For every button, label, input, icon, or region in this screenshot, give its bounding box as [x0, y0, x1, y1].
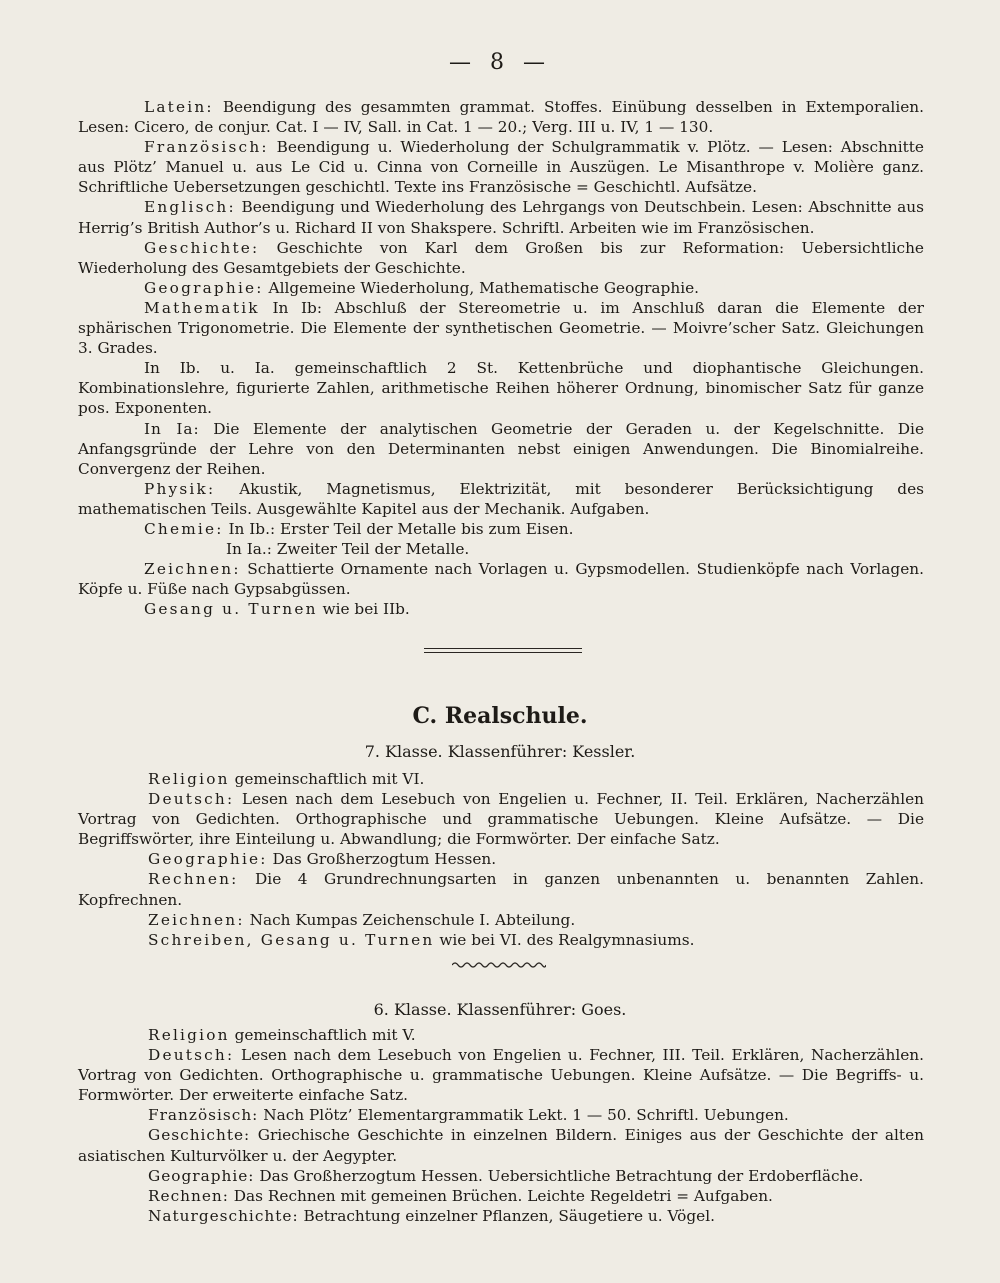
k6-geschichte: Geschichte: Griechische Geschichte in einzelnen Bildern. Einiges aus der Geschichte der alten asiatischen Kulturvölker u. der Aegypter. [78, 1126, 924, 1165]
paragraph-mathematik-ia: In Ia: Die Elemente der analytischen Geometrie der Geraden u. der Kegelschnitte. Die Anfangsgründe der Lehre von den Determinanten nebst einigen Anwendungen. Die Binomialreihe. Convergenz der Reihen. [78, 419, 924, 478]
k6-geographie: Geographie: Das Großherzogtum Hessen. Uebersichtliche Betrachtung der Erdoberfläche. [148, 1166, 864, 1185]
gymnasium-curriculum [78, 97, 924, 619]
paragraph-physik: Physik: Akustik, Magnetismus, Elektrizität, mit besonderer Berücksichtigung des mathematischen Teils. Ausgewählte Kapitel aus der Mechanik. Aufgaben. [78, 479, 924, 518]
page-number: — 8 — [449, 50, 551, 75]
paragraph-zeichnen: Zeichnen: Schattierte Ornamente nach Vorlagen u. Gypsmodellen. Studienköpfe nach Vorlagen. Köpfe u. Füße nach Gypsabgüssen. [78, 560, 924, 599]
k6-naturgeschichte: Naturgeschichte: Betrachtung einzelner Pflanzen, Säugetiere u. Vögel. [148, 1206, 715, 1225]
double-rule-divider [424, 648, 582, 653]
klasse-7-curriculum [78, 769, 924, 950]
klasse-7-heading: 7. Klasse. Klassenführer: Kessler. [364, 742, 636, 761]
k7-geographie: Geographie: Das Großherzogtum Hessen. [148, 850, 497, 869]
wavy-divider [452, 961, 546, 969]
k7-deutsch: Deutsch: Lesen nach dem Lesebuch von Engelien u. Fechner, II. Teil. Erklären, Nacherzählen Vortrag von Gedichten. Orthographische und grammatische Uebungen. Kleine Aufsätze. — Die Begriffswörter, ihre Einteilung u. Abwandlung; die Formwörter. Der einfache Satz. [78, 790, 924, 849]
paragraph-englisch: Englisch: Beendigung und Wiederholung des Lehrgangs von Deutschbein. Lesen: Abschnitte aus Herrig’s British Author’s u. Richard II von Shakspere. Schriftl. Arbeiten wie im Französischen. [78, 198, 924, 237]
k6-religion: Religion gemeinschaftlich mit V. [148, 1026, 416, 1044]
paragraph-mathematik: Mathematik In Ib: Abschluß der Stereometrie u. im Anschluß daran die Elemente der sphärischen Trigonometrie. Die Elemente der synthetischen Geometrie. — Moivre’scher Satz. Gleichungen 3. Grades. [78, 298, 924, 358]
k7-rechnen: Rechnen: Die 4 Grundrechnungsarten in ganzen unbenannten u. benannten Zahlen. Kopfrechnen. [78, 870, 924, 909]
klasse-6-heading: 6. Klasse. Klassenführer: Goes. [373, 1000, 627, 1019]
k7-zeichnen: Zeichnen: Nach Kumpas Zeichenschule I. Abteilung. [148, 910, 576, 929]
k6-deutsch: Deutsch: Lesen nach dem Lesebuch von Engelien u. Fechner, III. Teil. Erklären, Nacherzählen. Vortrag von Gedichten. Orthographische u. grammatische Uebungen. Kleine Aufsätze. — Die Begriffs- u. Formwörter. Der erweiterte einfache Satz. [78, 1046, 924, 1105]
k7-religion: Religion gemeinschaftlich mit VI. [148, 770, 425, 788]
paragraph-latein: Latein: Beendigung des gesammten grammat. Stoffes. Einübung desselben in Extemporalien. Lesen: Cicero, de conjur. Cat. I — IV, Sall. in Cat. 1 — 20.; Verg. III u. IV, 1 — 130. [78, 98, 924, 137]
paragraph-mathematik-ib-ia: In Ib. u. Ia. gemeinschaftlich 2 St. Kettenbrüche und diophantische Gleichungen. Kombinationslehre, figurierte Zahlen, arithmetische Reihen höherer Ordnung, binomischer Satz für ganze pos. Exponenten. [78, 359, 924, 418]
paragraph-geographie: Geographie: Allgemeine Wiederholung, Mathematische Geographie. [144, 278, 699, 297]
paragraph-chemie-ia: In Ia.: Zweiter Teil der Metalle. [226, 540, 470, 559]
k6-rechnen: Rechnen: Das Rechnen mit gemeinen Brüchen. Leichte Regeldetri = Aufgaben. [148, 1186, 773, 1205]
paragraph-chemie: Chemie: In Ib.: Erster Teil der Metalle bis zum Eisen. [144, 519, 574, 538]
k6-franzoesisch: Französisch: Nach Plötz’ Elementargrammatik Lekt. 1 — 50. Schriftl. Uebungen. [148, 1106, 789, 1125]
paragraph-gesang-turnen: Gesang u. Turnen wie bei IIb. [144, 600, 410, 619]
k7-schreiben: Schreiben, Gesang u. Turnen wie bei VI. des Realgymnasiums. [148, 930, 695, 949]
paragraph-geschichte: Geschichte: Geschichte von Karl dem Großen bis zur Reformation: Uebersichtliche Wiederholung des Gesamtgebiets der Geschichte. [78, 238, 924, 277]
section-title: C. Realschule. [412, 703, 588, 729]
paragraph-franzoesisch: Französisch: Beendigung u. Wiederholung der Schulgrammatik v. Plötz. — Lesen: Abschnitte aus Plötz’ Manuel u. aus Le Cid u. Cinna von Corneille in Auszügen. Le Misanthrope v. Molière ganz. Schriftliche Uebersetzungen geschichtl. Texte ins Französische = Geschichtl. Aufsätze. [78, 138, 924, 197]
klasse-6-curriculum [78, 1025, 924, 1226]
